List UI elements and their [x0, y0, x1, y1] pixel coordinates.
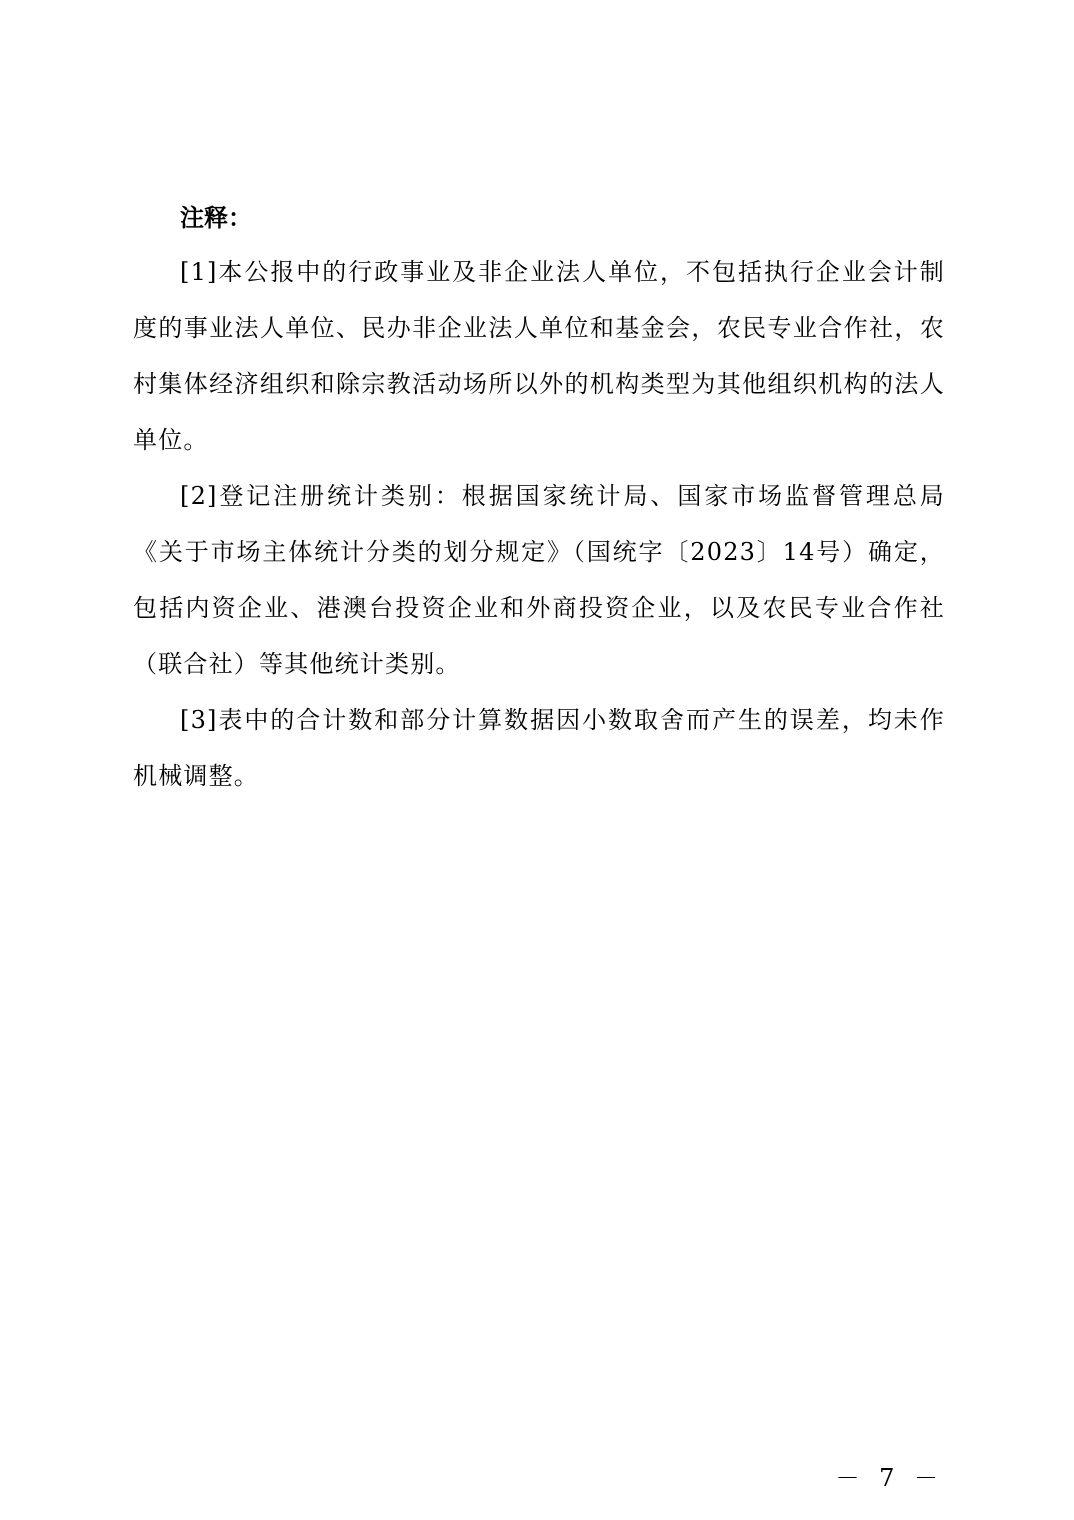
- page-number: － 7 －: [835, 1464, 944, 1492]
- note-2: [2]登记注册统计类别：根据国家统计局、国家市场监督管理总局《关于市场主体统计分类的划分规定》（国统字〔2023〕14号）确定，包括内资企业、港澳台投资企业和外商投资企业，以及农民专业合作社（联合社）等其他统计类别。: [133, 482, 945, 678]
- notes-section: [133, 192, 945, 804]
- notes-heading: 注释：: [180, 204, 252, 232]
- note-1: [1]本公报中的行政事业及非企业法人单位，不包括执行企业会计制度的事业法人单位、民办非企业法人单位和基金会，农民专业合作社，农村集体经济组织和除宗教活动场所以外的机构类型为其他组织机构的法人单位。: [133, 258, 945, 454]
- note-3: [3]表中的合计数和部分计算数据因小数取舍而产生的误差，均未作机械调整。: [133, 706, 945, 790]
